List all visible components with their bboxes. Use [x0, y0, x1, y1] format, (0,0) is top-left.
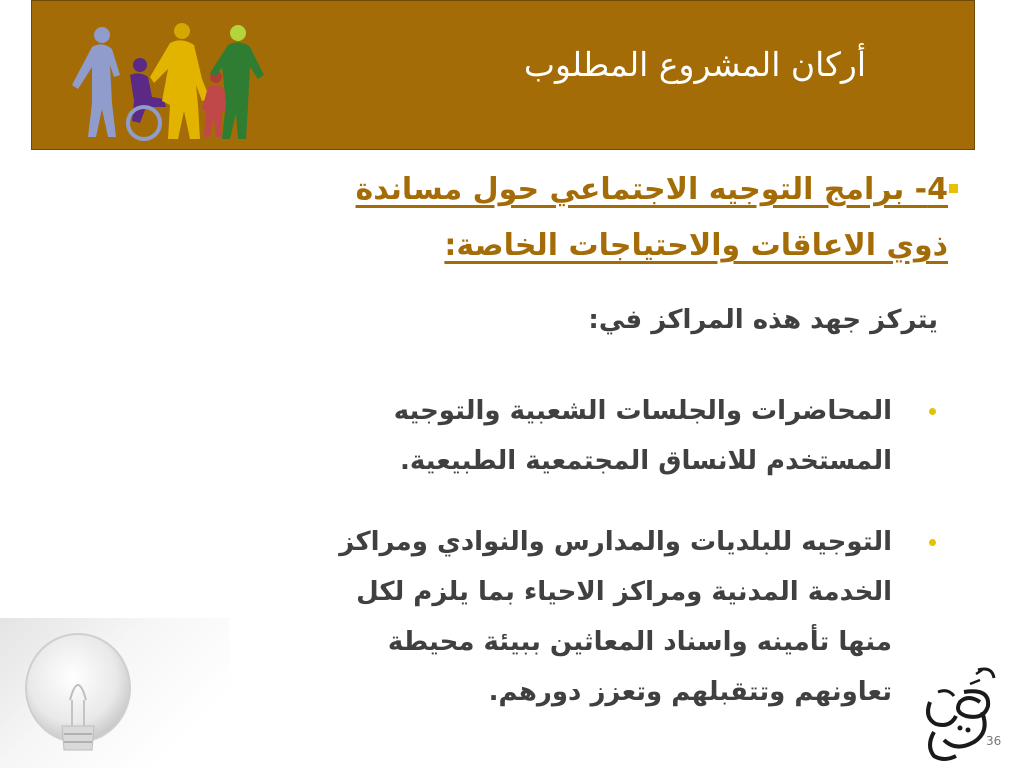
square-bullet-icon: [949, 184, 958, 193]
family-disability-icon: [70, 19, 276, 143]
round-bullet-icon: [929, 539, 936, 546]
header-band: [31, 0, 975, 150]
intro-text: يتركز جهد هذه المراكز في:: [588, 305, 938, 335]
list-item: المحاضرات والجلسات الشعبية والتوجيه المستخدم للانساق المجتمعية الطبيعية.: [393, 396, 892, 476]
list-item: التوجيه للبلديات والمدارس والنوادي ومراكز الخدمة المدنية ومراكز الاحياء بما يلزم لكل منها تأمينه واسناد المعاثين ببيئة محيطة تعاونهم وتتقبلهم وتعزز دورهم.: [339, 527, 892, 707]
round-bullet-icon: [929, 408, 936, 415]
section-heading: 4- برامج التوجيه الاجتماعي حول مساندة ذوي الاعاقات والاحتياجات الخاصة:: [355, 172, 948, 263]
slide-title: أركان المشروع المطلوب: [523, 45, 866, 84]
light-bulb-icon: [10, 630, 160, 768]
page-number: 36: [986, 734, 1002, 748]
